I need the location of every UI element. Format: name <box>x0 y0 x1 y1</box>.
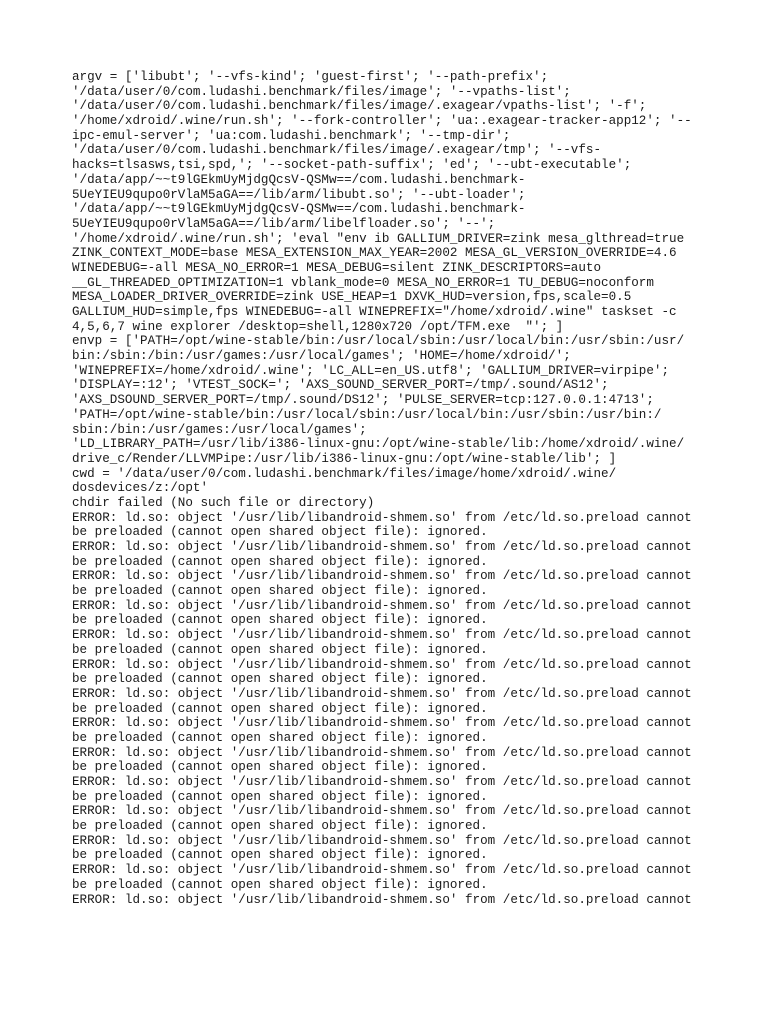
log-line <box>72 907 712 922</box>
log-line: be preloaded (cannot open shared object file): ignored. <box>72 760 488 775</box>
log-line: cwd = '/data/user/0/com.ludashi.benchmark/files/image/home/xdroid/.wine/ <box>72 466 617 481</box>
log-line: be preloaded (cannot open shared object file): ignored. <box>72 672 488 687</box>
log-line: '/home/xdroid/.wine/run.sh'; '--fork-controller'; 'ua:.exagear-tracker-app12'; '-- <box>72 114 692 129</box>
log-line: ERROR: ld.so: object '/usr/lib/libandroid-shmem.so' from /etc/ld.so.preload cannot <box>72 745 692 760</box>
log-line: ERROR: ld.so: object '/usr/lib/libandroid-shmem.so' from /etc/ld.so.preload cannot <box>72 833 692 848</box>
log-line: bin:/sbin:/bin:/usr/games:/usr/local/games'; 'HOME=/home/xdroid/'; <box>72 349 571 364</box>
log-line: 'LD_LIBRARY_PATH=/usr/lib/i386-linux-gnu:/opt/wine-stable/lib:/home/xdroid/.wine/ <box>72 437 685 452</box>
log-line: be preloaded (cannot open shared object file): ignored. <box>72 730 488 745</box>
log-line: '/data/app/~~t9lGEkmUyMjdgQcsV-QSMw==/com.ludashi.benchmark- <box>72 172 526 187</box>
log-line: ERROR: ld.so: object '/usr/lib/libandroid-shmem.so' from /etc/ld.so.preload cannot <box>72 628 692 643</box>
log-line: __GL_THREADED_OPTIMIZATION=1 vblank_mode=0 MESA_NO_ERROR=1 TU_DEBUG=noconform <box>72 275 654 290</box>
log-line: ERROR: ld.so: object '/usr/lib/libandroid-shmem.so' from /etc/ld.so.preload cannot <box>72 540 692 554</box>
log-line: be preloaded (cannot open shared object file): ignored. <box>72 877 488 892</box>
log-line: ERROR: ld.so: object '/usr/lib/libandroid-shmem.so' from /etc/ld.so.preload cannot <box>72 775 692 789</box>
log-line: be preloaded (cannot open shared object file): ignored. <box>72 554 488 569</box>
log-line: '/data/user/0/com.ludashi.benchmark/files/image/.exagear/tmp'; '--vfs- <box>72 143 602 158</box>
log-line: ERROR: ld.so: object '/usr/lib/libandroid-shmem.so' from /etc/ld.so.preload cannot <box>72 510 692 525</box>
log-line: be preloaded (cannot open shared object file): ignored. <box>72 701 488 716</box>
log-line: 'AXS_DSOUND_SERVER_PORT=/tmp/.sound/DS12'; 'PULSE_SERVER=tcp:127.0.0.1:4713'; <box>72 393 654 408</box>
log-line: chdir failed (No such file or directory) <box>72 495 375 510</box>
log-line: be preloaded (cannot open shared object file): ignored. <box>72 789 488 804</box>
log-line: be preloaded (cannot open shared object file): ignored. <box>72 613 488 628</box>
log-line: ipc-emul-server'; 'ua:com.ludashi.benchmark'; '--tmp-dir'; <box>72 128 511 143</box>
log-line: ERROR: ld.so: object '/usr/lib/libandroid-shmem.so' from /etc/ld.so.preload cannot <box>72 716 692 731</box>
log-line: argv = ['libubt'; '--vfs-kind'; 'guest-first'; '--path-prefix'; <box>72 70 549 84</box>
log-line: '/data/user/0/com.ludashi.benchmark/files/image/.exagear/vpaths-list'; '-f'; <box>72 99 647 114</box>
log-line: '/data/app/~~t9lGEkmUyMjdgQcsV-QSMw==/com.ludashi.benchmark- <box>72 202 526 217</box>
log-page <box>72 70 712 922</box>
log-line: 4,5,6,7 wine explorer /desktop=shell,1280x720 /opt/TFM.exe "'; ] <box>72 319 564 334</box>
log-line: hacks=tlsasws,tsi,spd,'; '--socket-path-suffix'; 'ed'; '--ubt-executable'; <box>72 158 632 173</box>
log-line: 5UeYIEU9qupo0rVlaM5aGA==/lib/arm/libubt.so'; '--ubt-loader'; <box>72 187 526 202</box>
log-line: WINEDEBUG=-all MESA_NO_ERROR=1 MESA_DEBUG=silent ZINK_DESCRIPTORS=auto <box>72 260 602 275</box>
log-line: ERROR: ld.so: object '/usr/lib/libandroid-shmem.so' from /etc/ld.so.preload cannot <box>72 657 692 672</box>
log-line: envp = ['PATH=/opt/wine-stable/bin:/usr/local/sbin:/usr/local/bin:/usr/sbin:/usr/ <box>72 334 685 349</box>
log-line: ZINK_CONTEXT_MODE=base MESA_EXTENSION_MAX_YEAR=2002 MESA_GL_VERSION_OVERRIDE=4.6 <box>72 246 677 261</box>
log-line: be preloaded (cannot open shared object file): ignored. <box>72 525 488 540</box>
log-line: be preloaded (cannot open shared object file): ignored. <box>72 642 488 657</box>
log-line: ERROR: ld.so: object '/usr/lib/libandroid-shmem.so' from /etc/ld.so.preload cannot <box>72 804 692 819</box>
log-line: ERROR: ld.so: object '/usr/lib/libandroid-shmem.so' from /etc/ld.so.preload cannot <box>72 892 692 907</box>
log-line: 'DISPLAY=:12'; 'VTEST_SOCK='; 'AXS_SOUND_SERVER_PORT=/tmp/.sound/AS12'; <box>72 378 609 393</box>
log-line: 5UeYIEU9qupo0rVlaM5aGA==/lib/arm/libelfloader.so'; '--'; <box>72 216 496 231</box>
log-line: MESA_LOADER_DRIVER_OVERRIDE=zink USE_HEAP=1 DXVK_HUD=version,fps,scale=0.5 <box>72 290 632 305</box>
log-line: ERROR: ld.so: object '/usr/lib/libandroid-shmem.so' from /etc/ld.so.preload cannot <box>72 598 692 613</box>
log-line: be preloaded (cannot open shared object file): ignored. <box>72 819 488 834</box>
log-line: be preloaded (cannot open shared object file): ignored. <box>72 584 488 599</box>
log-line: '/home/xdroid/.wine/run.sh'; 'eval "env ib GALLIUM_DRIVER=zink mesa_glthread=true <box>72 231 685 246</box>
log-line: GALLIUM_HUD=simple,fps WINEDEBUG=-all WINEPREFIX="/home/xdroid/.wine" taskset -c <box>72 305 677 319</box>
log-line: dosdevices/z:/opt' <box>72 481 209 496</box>
log-line: '/data/user/0/com.ludashi.benchmark/files/image'; '--vpaths-list'; <box>72 84 571 99</box>
log-line: be preloaded (cannot open shared object file): ignored. <box>72 848 488 863</box>
log-line: drive_c/Render/LLVMPipe:/usr/lib/i386-linux-gnu:/opt/wine-stable/lib'; ] <box>72 451 617 466</box>
log-line: ERROR: ld.so: object '/usr/lib/libandroid-shmem.so' from /etc/ld.so.preload cannot <box>72 863 692 878</box>
log-line: ERROR: ld.so: object '/usr/lib/libandroid-shmem.so' from /etc/ld.so.preload cannot <box>72 686 692 701</box>
log-line: 'PATH=/opt/wine-stable/bin:/usr/local/sbin:/usr/local/bin:/usr/sbin:/usr/bin:/ <box>72 407 662 422</box>
log-line: ERROR: ld.so: object '/usr/lib/libandroid-shmem.so' from /etc/ld.so.preload cannot <box>72 569 692 584</box>
log-line: sbin:/bin:/usr/games:/usr/local/games'; <box>72 422 367 437</box>
log-line: 'WINEPREFIX=/home/xdroid/.wine'; 'LC_ALL=en_US.utf8'; 'GALLIUM_DRIVER=virpipe'; <box>72 363 670 378</box>
